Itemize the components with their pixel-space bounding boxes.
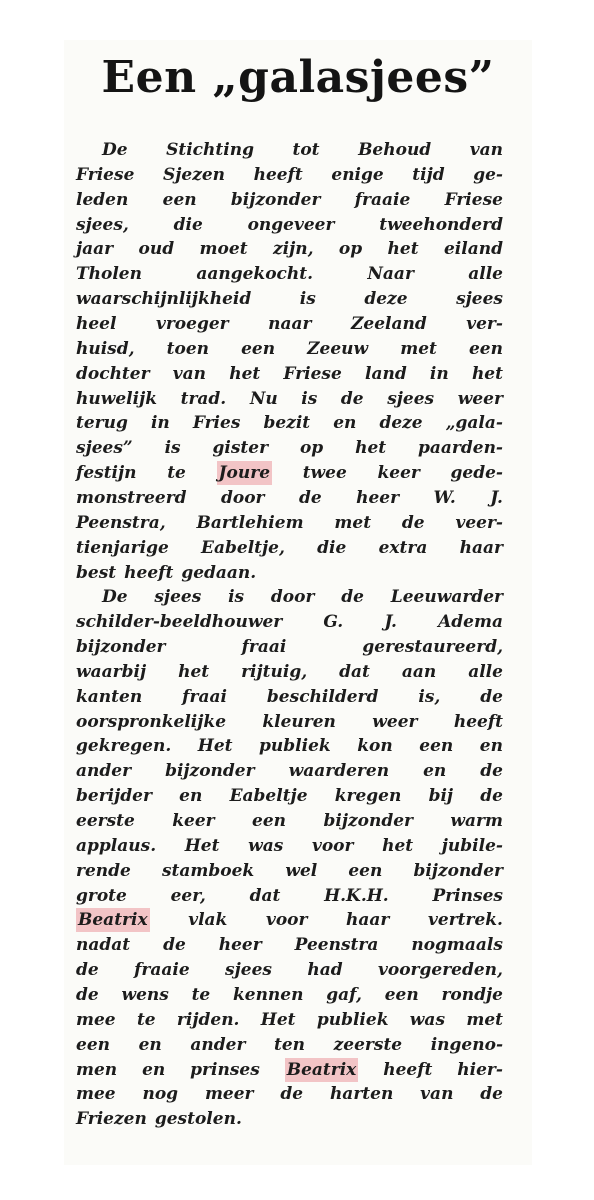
- article-word: van: [469, 140, 503, 160]
- article-word: een: [241, 338, 276, 359]
- article-word: H.K.H.: [324, 885, 389, 906]
- article-word: Behoud: [358, 140, 432, 160]
- article-word: oorspronkelijke: [76, 711, 227, 732]
- article-word: gestolen.: [154, 1109, 242, 1130]
- article-word: fraai: [241, 637, 287, 657]
- article-word: heeft: [253, 164, 303, 185]
- article-word: bijzonder: [230, 189, 321, 210]
- article-word: met: [400, 338, 437, 359]
- article-word: veer-: [455, 512, 503, 533]
- article-line: [76, 956, 503, 982]
- article-word: in: [150, 413, 170, 434]
- article-word: dat: [339, 661, 370, 682]
- article-word: deze: [379, 413, 423, 434]
- article-word: een: [162, 189, 197, 210]
- article-word: mee: [76, 1084, 116, 1105]
- article-line: [76, 1056, 503, 1082]
- article-word: ander: [190, 1034, 246, 1055]
- article-line: [76, 1105, 503, 1131]
- article-word: meer: [204, 1084, 254, 1105]
- article-word: een: [468, 338, 503, 359]
- article-word: rende: [76, 860, 131, 881]
- article-line: [76, 534, 503, 560]
- article-word: de: [480, 786, 503, 807]
- article-word: warm: [450, 811, 503, 831]
- article-word: voorgereden,: [377, 960, 503, 981]
- article-word: land: [365, 363, 407, 384]
- article-word: weer: [457, 388, 503, 409]
- article-word: had: [307, 960, 343, 981]
- article-word: de: [401, 512, 425, 533]
- article-word: alle: [468, 264, 503, 285]
- article-word: een: [384, 984, 419, 1005]
- article-line: [76, 285, 503, 311]
- article-word: sjees,: [76, 214, 129, 235]
- article-word: mee: [76, 1009, 116, 1030]
- article-line: [76, 211, 503, 237]
- article-word: G.: [323, 612, 344, 633]
- article-word: zijn,: [272, 239, 314, 260]
- article-word: de: [480, 686, 503, 707]
- article-word: ver-: [466, 314, 503, 334]
- article-line: [76, 409, 503, 435]
- article-word: van: [420, 1084, 454, 1105]
- article-word: de: [480, 761, 503, 782]
- article-word: een: [76, 1034, 110, 1055]
- article-word: Bartlehiem: [196, 512, 304, 533]
- article-word: Eabeltje,: [201, 537, 285, 558]
- article-word: ten: [274, 1034, 306, 1055]
- article-line: [76, 509, 503, 535]
- article-word: naar: [268, 314, 312, 334]
- article-line: [76, 708, 503, 734]
- article-word: de: [480, 1084, 503, 1105]
- article-word: gede-: [450, 463, 503, 484]
- article-line: [76, 857, 503, 883]
- article-line: [76, 310, 503, 336]
- article-word: is: [301, 388, 318, 409]
- article-word: ge-: [473, 164, 503, 185]
- article-word: eer,: [170, 885, 206, 906]
- article-word: J.: [384, 612, 397, 633]
- article-word: haar: [346, 910, 390, 931]
- article-word: sjees: [456, 289, 503, 310]
- article-word: trad.: [180, 388, 227, 409]
- article-word: haar: [459, 537, 503, 558]
- article-word: publiek: [259, 736, 331, 757]
- article-word: op: [338, 239, 363, 260]
- article-word: oud: [138, 239, 175, 260]
- article-word: de: [76, 984, 99, 1005]
- article-word: heeft: [453, 711, 503, 732]
- article-line: [102, 136, 503, 162]
- article-word: Friese: [444, 189, 503, 210]
- article-word: men: [76, 1059, 118, 1080]
- article-word: wel: [285, 860, 318, 881]
- article-word: gekregen.: [76, 736, 172, 757]
- article-word: tweehonderd: [379, 214, 503, 235]
- article-word: sjees: [225, 960, 272, 981]
- article-word: waarderen: [288, 761, 390, 782]
- highlighted-term: Joure: [218, 463, 271, 484]
- highlighted-term: Beatrix: [78, 910, 148, 931]
- article-word: ander: [76, 761, 132, 782]
- article-word: heer: [218, 935, 262, 956]
- article-line: [76, 335, 503, 361]
- article-word: keer: [377, 463, 420, 484]
- article-line: [76, 732, 503, 758]
- article-word: J.: [490, 487, 503, 508]
- article-line: [76, 260, 503, 286]
- article-word: met: [466, 1009, 503, 1030]
- article-line: [76, 931, 503, 957]
- article-word: gerestaureerd,: [362, 637, 503, 657]
- article-line: [76, 1006, 503, 1032]
- article-word: heeft: [124, 562, 174, 583]
- article-word: fraaie: [354, 189, 411, 210]
- article-word: dat: [249, 885, 281, 906]
- article-word: van: [172, 363, 207, 384]
- article-word: monstreerd: [76, 487, 187, 508]
- article-word: Naar: [367, 264, 414, 285]
- article-word: rondje: [441, 984, 503, 1005]
- article-word: kennen: [232, 984, 304, 1005]
- article-line: [76, 559, 503, 585]
- article-word: tijd: [412, 164, 445, 185]
- article-line: [76, 385, 503, 411]
- article-word: weer: [372, 711, 418, 732]
- article-word: hier-: [457, 1059, 503, 1080]
- article-word: Friese: [76, 164, 135, 185]
- article-line: [76, 434, 503, 460]
- article-word: voor: [265, 910, 308, 931]
- article-word: kleuren: [262, 711, 336, 732]
- article-word: gister: [212, 438, 269, 459]
- article-word: schilder-beeldhouwer: [76, 612, 283, 633]
- article-word: prinses: [190, 1059, 260, 1080]
- article-word: kanten: [76, 686, 143, 707]
- article-word: festijn: [76, 463, 137, 484]
- article-word: een: [348, 860, 383, 881]
- article-word: bijzonder: [165, 761, 255, 782]
- article-word: Sjezen: [162, 164, 226, 185]
- article-word: te: [167, 463, 186, 484]
- article-word: deze: [364, 289, 408, 310]
- article-line: [76, 608, 503, 634]
- article-word: best: [76, 562, 117, 583]
- article-word: bijzonder: [76, 637, 166, 657]
- article-line: [76, 906, 503, 932]
- article-word: de: [76, 960, 99, 981]
- article-word: fraaie: [134, 960, 190, 981]
- article-word: aan: [401, 661, 437, 682]
- article-word: jubile-: [441, 835, 503, 856]
- article-word: eiland: [443, 239, 503, 260]
- article-word: is: [164, 438, 181, 459]
- article-word: extra: [378, 537, 428, 558]
- article-line: [76, 161, 503, 187]
- article-word: wens: [121, 984, 169, 1005]
- article-word: met: [334, 512, 372, 533]
- article-word: De: [102, 140, 128, 160]
- article-word: keer: [172, 811, 215, 831]
- article-word: de: [340, 388, 364, 409]
- article-word: bijzonder: [323, 811, 413, 831]
- article-word: Leeuwarder: [390, 587, 503, 608]
- article-word: ongeveer: [247, 214, 335, 235]
- article-word: nadat: [76, 935, 131, 956]
- article-word: sjees: [387, 388, 435, 409]
- article-word: Adema: [438, 612, 503, 633]
- article-word: gedaan.: [181, 562, 257, 583]
- article-line: [76, 882, 503, 908]
- article-line: [76, 235, 503, 261]
- article-line: [76, 186, 503, 212]
- article-word: zeerste: [333, 1034, 403, 1055]
- article-line: [76, 832, 503, 858]
- article-word: leden: [76, 189, 129, 210]
- article-word: alle: [468, 661, 503, 682]
- article-word: Peenstra,: [76, 512, 166, 533]
- article-word: een: [252, 811, 287, 831]
- article-word: Friezen: [76, 1109, 147, 1130]
- article-word: Prinses: [432, 885, 503, 906]
- article-word: in: [429, 363, 449, 384]
- article-word: twee: [302, 463, 347, 484]
- article-word: was: [248, 835, 284, 856]
- article-line: [76, 981, 503, 1007]
- article-word: te: [136, 1009, 156, 1030]
- article-word: dochter: [76, 363, 150, 384]
- article-word: enige: [331, 164, 384, 185]
- article-word: Peenstra: [294, 935, 379, 956]
- article-word: de: [298, 487, 322, 508]
- article-word: door: [270, 587, 315, 608]
- article-word: heeft: [383, 1059, 433, 1080]
- article-word: het: [178, 661, 210, 682]
- article-line: [76, 633, 503, 659]
- article-word: huwelijk: [76, 388, 158, 409]
- article-word: het: [355, 438, 387, 459]
- article-word: berijder: [76, 786, 152, 807]
- article-word: rijtuig,: [241, 661, 308, 682]
- article-word: is,: [418, 686, 441, 707]
- article-word: sjees: [154, 587, 202, 608]
- article-word: moet: [199, 239, 248, 260]
- article-word: heer: [356, 487, 400, 508]
- article-word: het: [471, 363, 503, 384]
- article-word: heel: [76, 314, 117, 334]
- article-word: nog: [142, 1084, 179, 1105]
- article-word: en: [142, 1059, 166, 1080]
- article-word: rijden.: [176, 1009, 240, 1030]
- article-word: waarbij: [76, 661, 147, 682]
- article-word: toen: [166, 338, 209, 359]
- article-word: en: [179, 786, 203, 807]
- article-line: [76, 484, 503, 510]
- article-word: en: [333, 413, 357, 434]
- article-word: waarschijnlijkheid: [76, 289, 252, 310]
- article-word: de: [341, 587, 364, 608]
- article-word: is: [299, 289, 316, 310]
- article-word: nogmaals: [411, 935, 503, 956]
- article-word: de: [163, 935, 186, 956]
- article-word: vertrek.: [428, 910, 503, 931]
- headline: Een „galasjees”: [101, 52, 495, 103]
- article-word: beschilderd: [266, 686, 379, 707]
- article-word: het: [229, 363, 261, 384]
- article-word: kon: [357, 736, 393, 757]
- article-word: Zeeuw: [307, 338, 369, 359]
- article-word: was: [409, 1009, 446, 1030]
- article-word: W.: [433, 487, 456, 508]
- article-word: huisd,: [76, 338, 135, 359]
- article-word: terug: [76, 413, 128, 434]
- article-word: fraai: [182, 686, 227, 707]
- article-word: bij: [428, 786, 454, 807]
- article-word: eerste: [76, 811, 135, 831]
- article-word: Het: [197, 736, 233, 757]
- article-word: het: [382, 835, 414, 856]
- article-line: [76, 782, 503, 808]
- article-word: stamboek: [161, 860, 255, 881]
- article-word: is: [228, 587, 245, 608]
- article-word: het: [387, 239, 419, 260]
- article-word: aangekocht.: [196, 264, 314, 285]
- article-word: Stichting: [166, 140, 254, 160]
- article-word: en: [423, 761, 447, 782]
- newspaper-clipping: [64, 40, 532, 1165]
- article-word: Tholen: [76, 264, 142, 285]
- article-word: vlak: [188, 910, 228, 931]
- article-word: kregen: [334, 786, 402, 807]
- article-word: Zeeland: [350, 314, 427, 334]
- article-word: door: [220, 487, 265, 508]
- article-word: en: [138, 1034, 162, 1055]
- article-line: [76, 807, 503, 833]
- article-word: Het: [184, 835, 220, 856]
- article-word: die: [317, 537, 347, 558]
- article-word: de: [280, 1084, 304, 1105]
- article-line: [76, 1080, 503, 1106]
- article-word: vroeger: [155, 314, 229, 334]
- article-word: op: [299, 438, 324, 459]
- article-word: De: [102, 587, 128, 608]
- article-word: tienjarige: [76, 537, 169, 558]
- article-word: en: [479, 736, 503, 757]
- article-word: publiek: [316, 1009, 389, 1030]
- article-body: [64, 40, 532, 1165]
- article-word: Nu: [249, 388, 278, 409]
- article-line: [76, 757, 503, 783]
- article-word: sjees”: [76, 438, 133, 459]
- article-line: [76, 1031, 503, 1057]
- article-line: [102, 583, 503, 609]
- article-word: harten: [329, 1084, 394, 1105]
- article-word: paarden-: [418, 438, 503, 459]
- article-word: Friese: [283, 363, 342, 384]
- article-word: Het: [260, 1009, 296, 1030]
- article-word: ingeno-: [430, 1034, 503, 1055]
- article-line: [76, 360, 503, 386]
- article-word: jaar: [76, 239, 114, 260]
- article-word: gaf,: [326, 984, 362, 1005]
- article-line: [76, 658, 503, 684]
- article-word: tot: [292, 140, 320, 160]
- article-word: applaus.: [76, 835, 157, 856]
- article-word: Fries: [192, 413, 241, 434]
- article-line: [76, 459, 503, 485]
- article-word: voor: [311, 835, 354, 856]
- highlighted-term: Beatrix: [286, 1059, 357, 1080]
- article-word: Eabeltje: [229, 786, 308, 807]
- article-word: grote: [76, 885, 127, 906]
- article-word: bezit: [263, 413, 311, 434]
- article-word: „gala-: [445, 413, 503, 434]
- article-word: te: [191, 984, 211, 1005]
- article-word: een: [419, 736, 454, 757]
- article-word: die: [173, 214, 203, 235]
- article-word: bijzonder: [413, 860, 503, 881]
- article-line: [76, 683, 503, 709]
